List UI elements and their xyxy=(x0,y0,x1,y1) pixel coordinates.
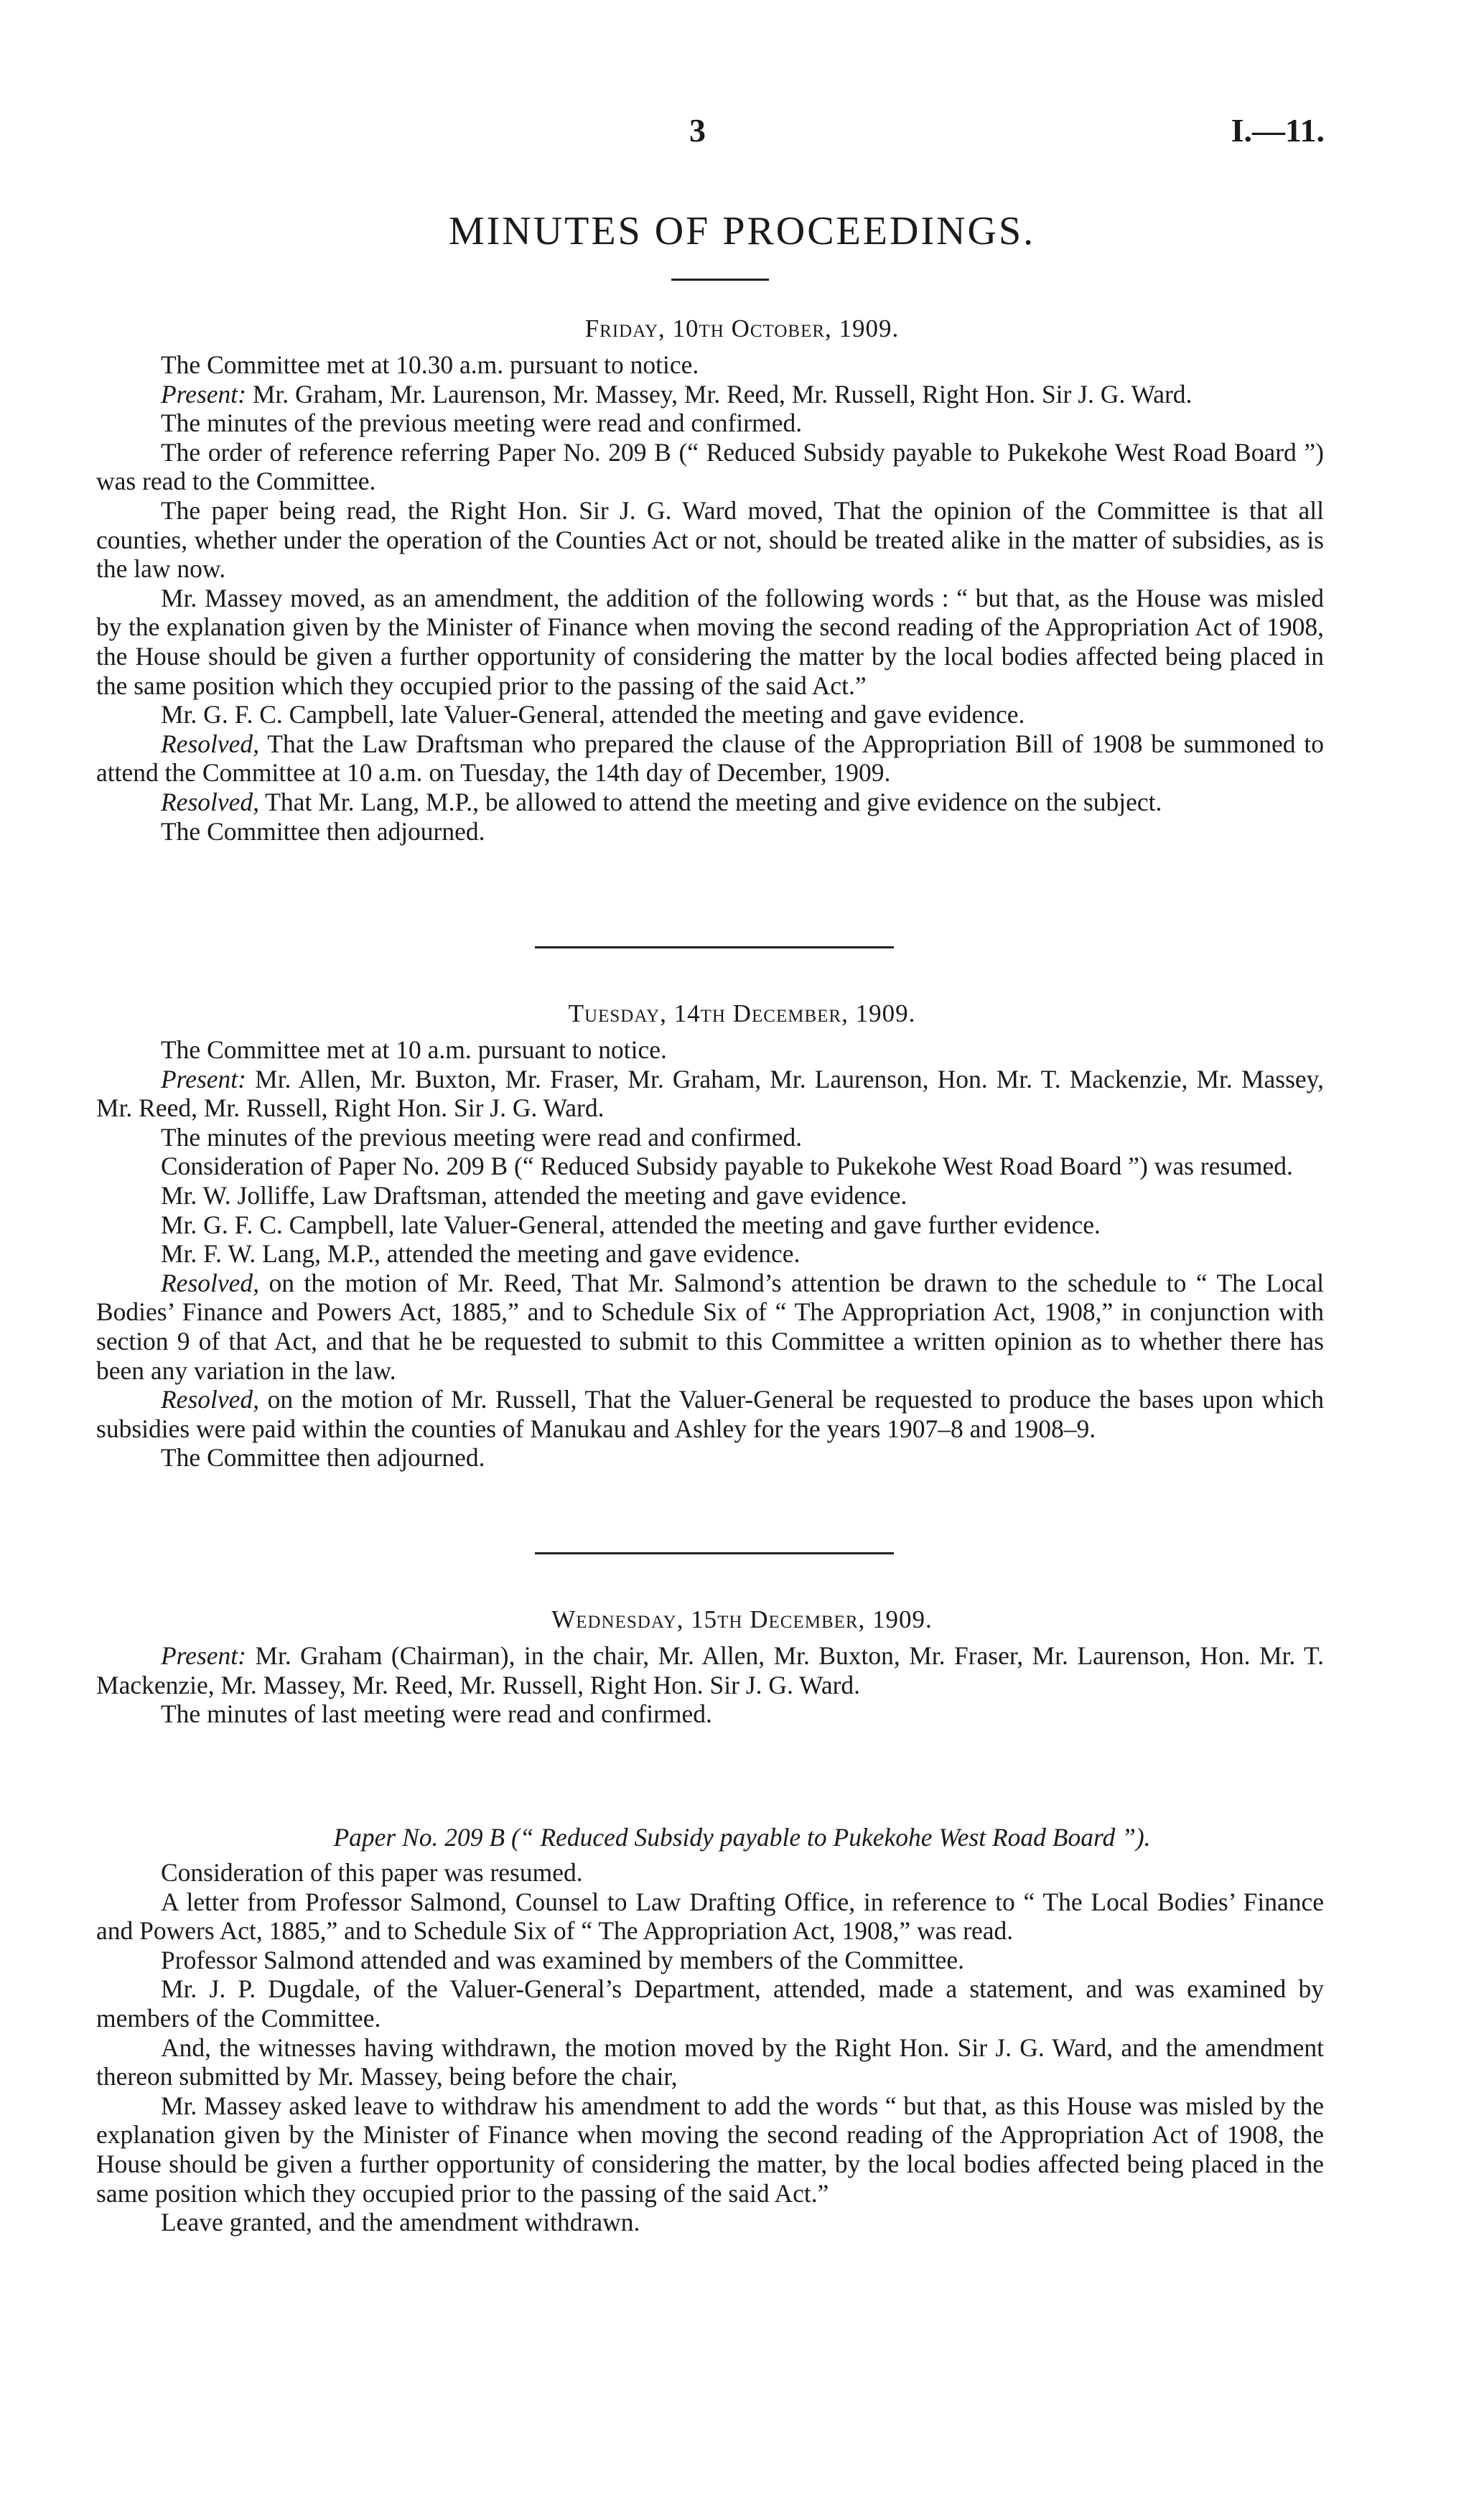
paragraph: The Committee then adjourned. xyxy=(161,816,485,846)
present-label: Present: xyxy=(161,379,246,409)
paragraph: Professor Salmond attended and was examined by members of the Committee. xyxy=(161,1945,964,1974)
paragraph xyxy=(96,788,1324,817)
section-tuesday xyxy=(96,1035,1324,1473)
resolution-text: That Mr. Lang, M.P., be allowed to attend the meeting and give evidence on the subject. xyxy=(259,787,1162,816)
paragraph xyxy=(96,380,1324,409)
paragraph: Consideration of Paper No. 209 B (“ Reduced Subsidy payable to Pukekohe West Road Board ”) was resumed. xyxy=(161,1152,1293,1181)
paragraph: The paper being read, the Right Hon. Sir J. G. Ward moved, That the opinion of the Committee is that all counties, whether under the operation of the Counties Act or not, should be treated alike in the matter of subsidies, as is the law now. xyxy=(96,495,1324,584)
paragraph: The minutes of the previous meeting were read and confirmed. xyxy=(161,409,803,438)
paragraph xyxy=(96,1385,1324,1443)
document-reference: I.—11. xyxy=(1231,112,1325,149)
resolved-label: Resolved, xyxy=(161,1268,260,1297)
paragraph: Mr. F. W. Lang, M.P., attended the meeting and gave evidence. xyxy=(161,1239,801,1269)
page-number: 3 xyxy=(689,112,706,149)
paragraph: Mr. Massey moved, as an amendment, the addition of the following words : “ but that, as the House was misled by the explanation given by the Minister of Finance when moving the second reading of the Appropriation Act of 1908, the House should be given a further opportunity of considering the matter by the local bodies affected being placed in the same position which they occupied prior to the passing of the said Act.” xyxy=(96,583,1324,700)
section-date-wednesday: Wednesday, 15th December, 1909. xyxy=(551,1605,933,1633)
section-divider xyxy=(535,946,894,948)
paragraph: The minutes of last meeting were read and confirmed. xyxy=(161,1699,712,1729)
page-title: MINUTES OF PROCEEDINGS. xyxy=(448,209,1036,253)
paragraph: The Committee met at 10.30 a.m. pursuant to notice. xyxy=(161,350,699,379)
paragraph: Mr. G. F. C. Campbell, late Valuer-General, attended the meeting and gave evidence. xyxy=(161,700,1025,729)
resolution-text: on the motion of Mr. Reed, That Mr. Salmond’s attention be drawn to the schedule to “ The Local Bodies’ Finance and Powers Act, 1885,” and to Schedule Six of “ The Appropriation Act, 1908,” in conjunction with section 9 of that Act, and that he be requested to submit to this Committee a written opinion as to whether there has been any variation in the law. xyxy=(96,1268,1324,1385)
present-list: Mr. Allen, Mr. Buxton, Mr. Fraser, Mr. Graham, Mr. Laurenson, Hon. Mr. T. Mackenzie, Mr. Massey, Mr. Reed, Mr. Russell, Right Hon. Sir J. G. Ward. xyxy=(96,1064,1324,1123)
paragraph: Mr. W. Jolliffe, Law Draftsman, attended the meeting and gave evidence. xyxy=(161,1180,907,1210)
paragraph: Mr. J. P. Dugdale, of the Valuer-General’s Department, attended, made a statement, and was examined by members of the Committee. xyxy=(96,1974,1324,2033)
title-rule xyxy=(671,279,769,281)
paragraph: Leave granted, and the amendment withdrawn. xyxy=(161,2208,640,2237)
paragraph: The minutes of the previous meeting were read and confirmed. xyxy=(161,1122,803,1152)
present-label: Present: xyxy=(161,1064,246,1093)
section-wednesday-part1 xyxy=(96,1641,1324,1729)
paragraph xyxy=(96,729,1324,788)
resolution-text: That the Law Draftsman who prepared the clause of the Appropriation Bill of 1908 be summoned to attend the Committee at 10 a.m. on Tuesday, the 14th day of December, 1909. xyxy=(96,729,1324,788)
paper-subheading: Paper No. 209 B (“ Reduced Subsidy payable to Pukekohe West Road Board ”). xyxy=(333,1823,1151,1852)
section-date-friday: Friday, 10th October, 1909. xyxy=(584,314,900,342)
paragraph: Mr. G. F. C. Campbell, late Valuer-General, attended the meeting and gave further evidence. xyxy=(161,1210,1101,1239)
present-label: Present: xyxy=(161,1641,246,1670)
paragraph: Mr. Massey asked leave to withdraw his amendment to add the words “ but that, as this House was misled by the explanation given by the Minister of Finance when moving the second reading of the Appropriation Act of 1908, the House should be given a further opportunity of considering the matter, by the local bodies affected being placed in the same position which they occupied prior to the passing of the said Act.” xyxy=(96,2091,1324,2208)
present-list: Mr. Graham (Chairman), in the chair, Mr. Allen, Mr. Buxton, Mr. Fraser, Mr. Laurenson, Hon. Mr. T. Mackenzie, Mr. Massey, Mr. Reed, Mr. Russell, Right Hon. Sir J. G. Ward. xyxy=(96,1641,1324,1699)
paragraph: The order of reference referring Paper No. 209 B (“ Reduced Subsidy payable to Pukekohe West Road Board ”) was read to the Committee. xyxy=(96,437,1324,496)
section-wednesday-part2 xyxy=(96,1858,1324,2237)
paragraph: The Committee met at 10 a.m. pursuant to notice. xyxy=(161,1035,667,1064)
section-friday xyxy=(96,350,1324,846)
paragraph: A letter from Professor Salmond, Counsel to Law Drafting Office, in reference to “ The Local Bodies’ Finance and Powers Act, 1885,” and to Schedule Six of “ The Appropriation Act, 1908,” was read. xyxy=(96,1887,1324,1946)
paragraph: Consideration of this paper was resumed. xyxy=(161,1858,583,1887)
resolved-label: Resolved, xyxy=(161,729,260,758)
resolved-label: Resolved, xyxy=(161,1385,260,1414)
section-divider xyxy=(535,1552,894,1554)
resolved-label: Resolved, xyxy=(161,787,260,816)
paragraph xyxy=(96,1641,1324,1699)
paragraph: And, the witnesses having withdrawn, the motion moved by the Right Hon. Sir J. G. Ward, and the amendment thereon submitted by Mr. Massey, being before the chair, xyxy=(96,2033,1324,2091)
resolution-text: on the motion of Mr. Russell, That the Valuer-General be requested to produce the bases upon which subsidies were paid within the counties of Manukau and Ashley for the years 1907–8 and 1908–9. xyxy=(96,1385,1324,1443)
paragraph: The Committee then adjourned. xyxy=(161,1443,485,1473)
paragraph xyxy=(96,1269,1324,1385)
section-date-tuesday: Tuesday, 14th December, 1909. xyxy=(568,999,916,1027)
paragraph xyxy=(96,1065,1324,1123)
present-list: Mr. Graham, Mr. Laurenson, Mr. Massey, Mr. Reed, Mr. Russell, Right Hon. Sir J. G. Ward. xyxy=(246,379,1193,409)
